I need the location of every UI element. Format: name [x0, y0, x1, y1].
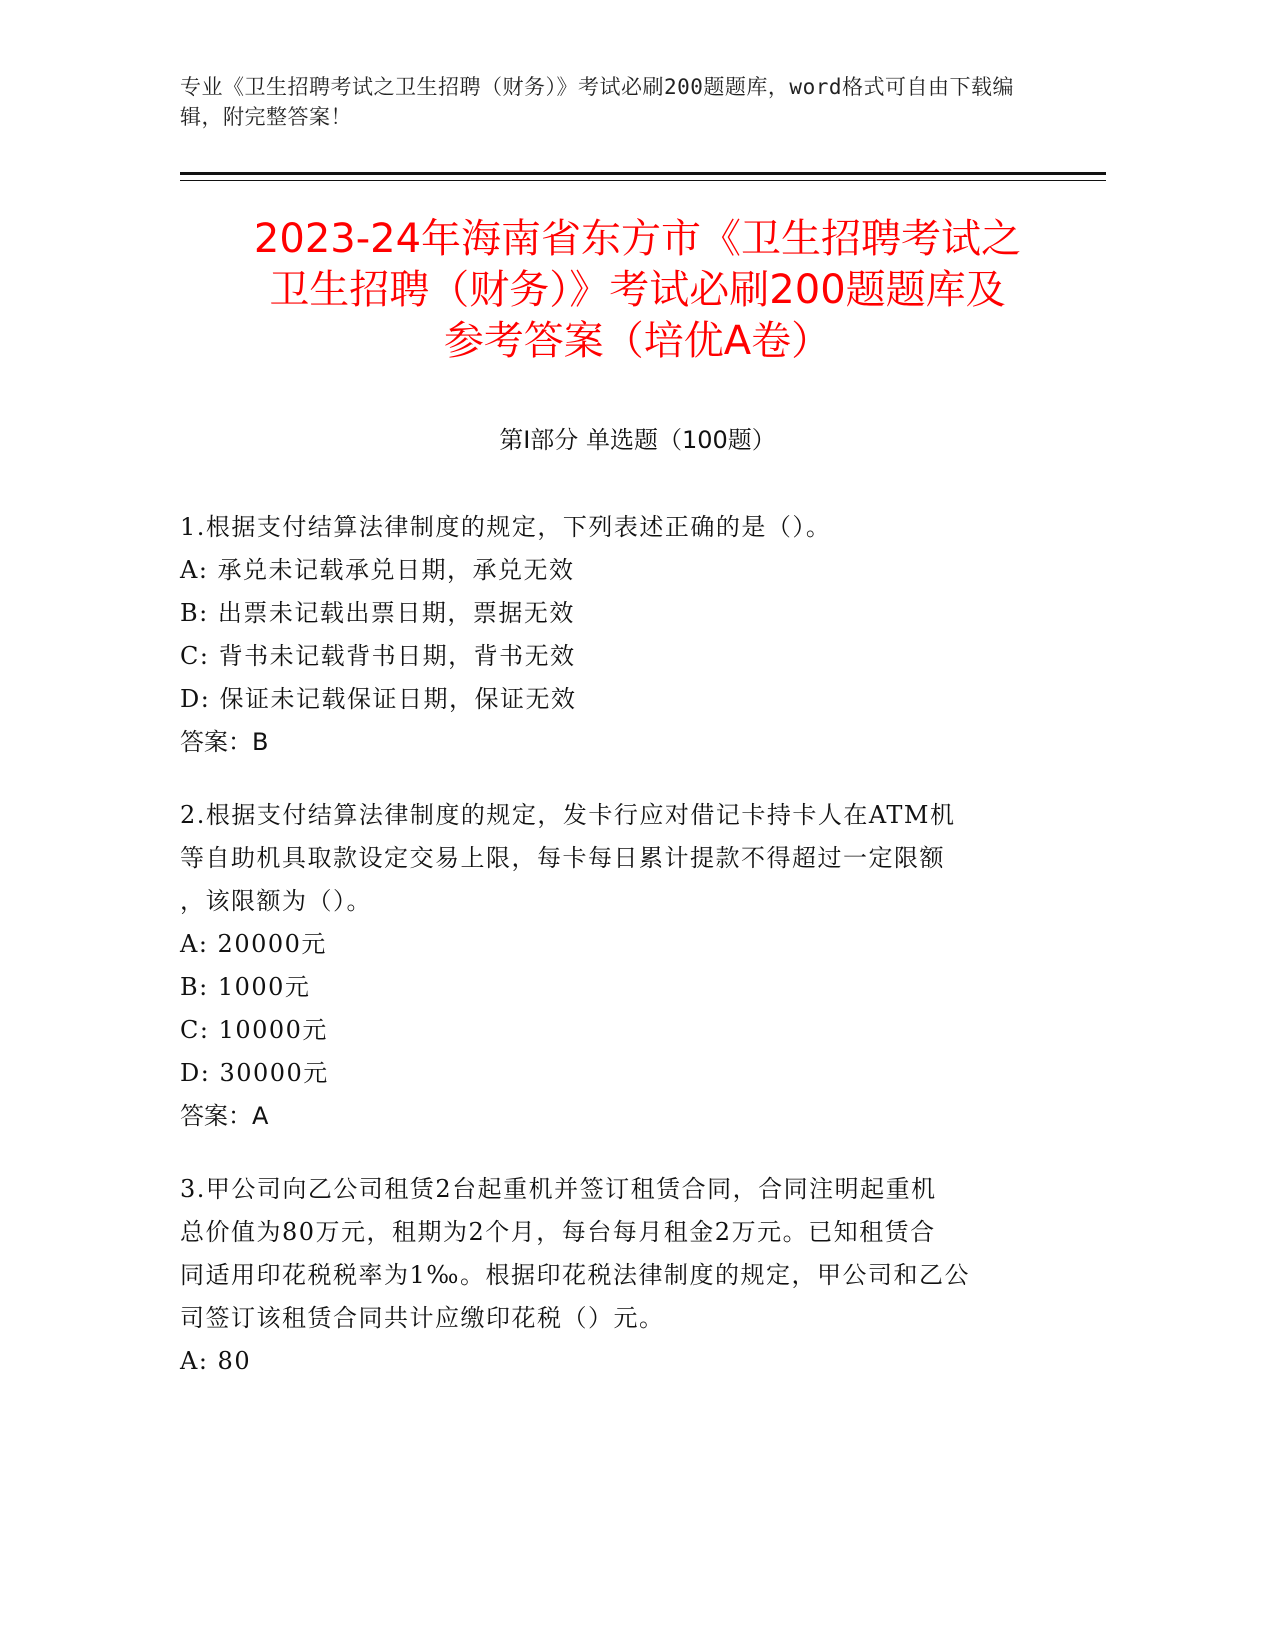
question-stem: 1.根据支付结算法律制度的规定，下列表述正确的是（）。 [180, 513, 832, 541]
question-stem-line-2: 总价值为80万元，租期为2个月，每台每月租金2万元。已知租赁合 [180, 1218, 936, 1246]
option-a: A: 承兑未记载承兑日期，承兑无效 [180, 556, 575, 584]
question-3 [180, 1168, 1040, 1383]
option-c: C: 10000元 [180, 1016, 328, 1044]
option-b: B: 1000元 [180, 973, 311, 1001]
header-rule-thin [180, 180, 1106, 181]
title-line-1: 2023-24年海南省东方市《卫生招聘考试之 [253, 216, 1022, 262]
question-stem-line-3: ，该限额为（）。 [180, 887, 372, 915]
question-stem-line-1: 3.甲公司向乙公司租赁2台起重机并签订租赁合同，合同注明起重机 [180, 1175, 937, 1203]
option-a: A: 80 [180, 1347, 252, 1375]
answer: 答案：B [180, 728, 269, 756]
option-d: D: 30000元 [180, 1059, 329, 1087]
option-c: C: 背书未记载背书日期，背书无效 [180, 642, 576, 670]
question-stem-line-1: 2.根据支付结算法律制度的规定，发卡行应对借记卡持卡人在ATM机 [180, 801, 956, 829]
header-rule-thick [180, 172, 1106, 175]
option-d: D: 保证未记载保证日期，保证无效 [180, 685, 577, 713]
question-1 [180, 506, 1040, 764]
question-stem-line-2: 等自助机具取款设定交易上限，每卡每日累计提款不得超过一定限额 [180, 844, 945, 872]
document-title [150, 214, 1125, 367]
answer: 答案：A [180, 1102, 269, 1130]
question-list [180, 506, 1040, 1413]
section-title: 第Ⅰ部分 单选题（100题） [499, 426, 776, 454]
title-line-2: 卫生招聘（财务）》考试必刷200题题库及 [269, 267, 1006, 313]
option-b: B: 出票未记载出票日期，票据无效 [180, 599, 575, 627]
title-line-3: 参考答案（培优A卷） [443, 318, 832, 364]
option-a: A: 20000元 [180, 930, 327, 958]
question-2 [180, 794, 1040, 1138]
question-stem-line-3: 同适用印花税税率为1‰。根据印花税法律制度的规定，甲公司和乙公 [180, 1261, 970, 1289]
header-note: 专业《卫生招聘考试之卫生招聘（财务）》考试必刷200题题库，word格式可自由下载编辑，附完整答案！ [180, 75, 1014, 129]
question-stem-line-4: 司签订该租赁合同共计应缴印花税（）元。 [180, 1304, 665, 1332]
